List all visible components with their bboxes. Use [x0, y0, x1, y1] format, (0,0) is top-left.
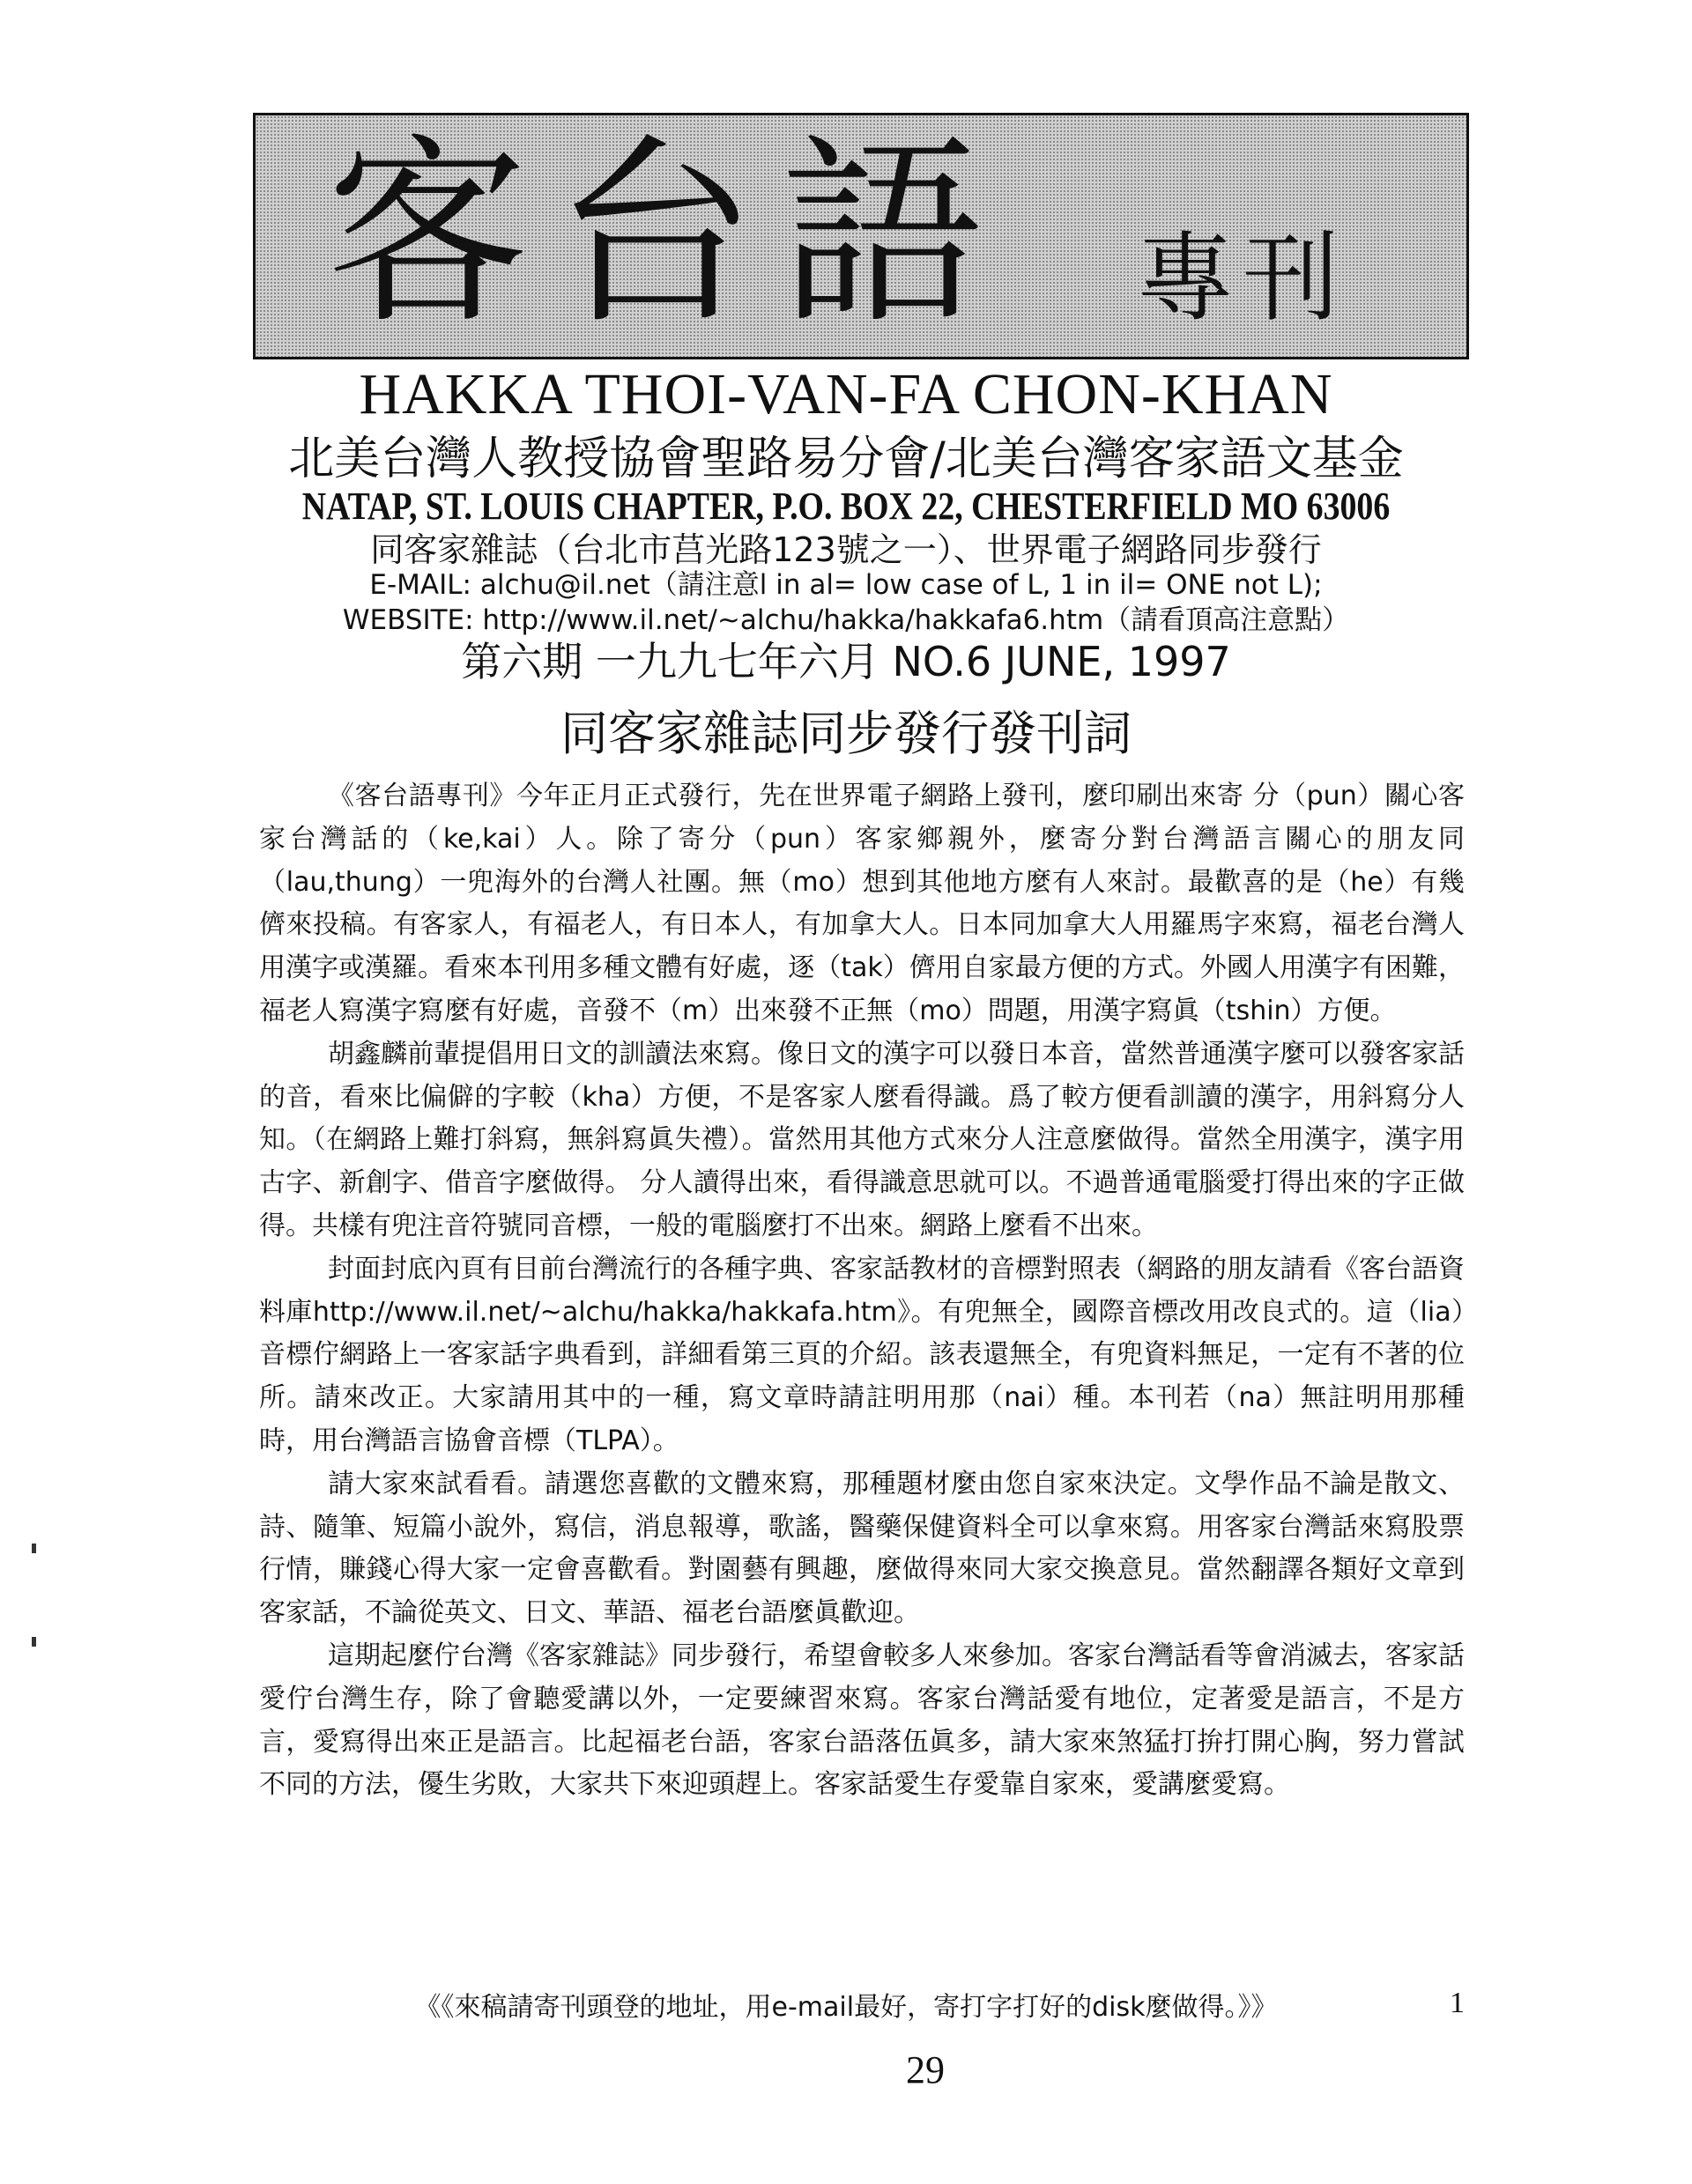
co-publication-note: 同客家雜誌（台北市莒光路123號之一）、世界電子網路同步發行 [370, 530, 1322, 569]
masthead-banner [253, 113, 1469, 359]
margin-mark [32, 1637, 36, 1647]
masthead-subtitle: 專刊 [1137, 222, 1348, 335]
organization-address: NATAP, ST. LOUIS CHAPTER, P.O. BOX 22, CHESTERFIELD MO 63006 [301, 485, 1391, 528]
paragraph: 胡鑫麟前輩提倡用日文的訓讀法來寫。像日文的漢字可以發日本音，當然普通漢字麼可以發客家話的音，看來比偏僻的字較（kha）方便，不是客家人麼看得識。爲了較方便看訓讀的漢字，用斜寫分人知。（在網路上難打斜寫，無斜寫眞失禮）。當然用其他方式來分人注意麼做得。當然全用漢字，漢字用古字、新創字、借音字麼做得。 分人讀得出來，看得識意思就可以。不過普通電腦愛打得出來的字正做得。共樣有兜注音符號同音標，一般的電腦麼打不出來。網路上麼看不出來。 [259, 1038, 1465, 1241]
organization-chinese: 北美台灣人教授協會聖路易分會/北美台灣客家語文基金 [288, 433, 1404, 485]
paragraph: 《客台語專刊》今年正月正式發行，先在世界電子網路上發刊，麼印刷出來寄 分（pun）關心客家台灣話的（ke,kai）人。除了寄分（pun）客家鄉親外，麼寄分對台灣語言關心的朋友同（lau,thung）一兜海外的台灣人社團。無（mo）想到其他地方麼有人來討。最歡喜的是（he）有幾儕來投稿。有客家人，有福老人，有日本人，有加拿大人。日本同加拿大人用羅馬字來寫，福老台灣人用漢字或漢羅。看來本刊用多種文體有好處，逐（tak）儕用自家最方便的方式。外國人用漢字有困難，福老人寫漢字寫麼有好處，音發不（m）出來發不正無（mo）問題，用漢字寫眞（tshin）方便。 [259, 781, 1465, 1026]
paragraph: 這期起麼佇台灣《客家雜誌》同步發行，希望會較多人來參加。客家台灣話看等會消滅去，客家話愛佇台灣生存，除了會聽愛講以外，一定要練習來寫。客家台灣話愛有地位，定著愛是語言，不是方言，愛寫得出來正是語言。比起福老台語，客家台語落伍眞多，請大家來煞猛打拚打開心胸，努力嘗試不同的方法，優生劣敗，大家共下來迎頭趕上。客家話愛生存愛靠自家來，愛講麼愛寫。 [259, 1640, 1465, 1801]
issue-line: 第六期 一九九七年六月 NO.6 JUNE, 1997 [461, 638, 1231, 685]
corner-number: 1 [1450, 1987, 1465, 2019]
article-title: 同客家雜誌同步發行發刊詞 [560, 706, 1132, 761]
paragraph: 請大家來試看看。請選您喜歡的文體來寫，那種題材麼由您自家來決定。文學作品不論是散文、詩、隨筆、短篇小說外，寫信，消息報導，歌謠，醫藥保健資料全可以拿來寫。用客家台灣話來寫股票行情，賺錢心得大家一定會喜歡看。對園藝有興趣，麼做得來同大家交換意見。當然翻譯各類好文章到客家話，不論從英文、日文、華語、福老台語麼眞歡迎。 [259, 1468, 1465, 1629]
page-number: 29 [906, 2048, 945, 2091]
margin-mark [32, 1544, 36, 1553]
masthead-title: 客台語 [326, 117, 1009, 352]
paragraph: 封面封底內頁有目前台灣流行的各種字典、客家話教材的音標對照表（網路的朋友請看《客台語資料庫http://www.il.net/~alchu/hakka/hakkafa.htm》。有兜無全，國際音標改用改良式的。這（lia）音標佇網路上一客家話字典看到，詳細看第三頁的介紹。該表還無全，有兜資料無足，一定有不著的位所。請來改正。大家請用其中的一種，寫文章時請註明用那（nai）種。本刊若（na）無註明用那種時，用台灣語言協會音標（TLPA）。 [259, 1253, 1465, 1456]
email-line: E-MAIL: alchu@il.net（請注意l in al= low case of L, 1 in il= ONE not L); [369, 569, 1323, 601]
submission-note: 《《來稿請寄刊頭登的地址，用e-mail最好，寄打字打好的disk麼做得。》》 [414, 1992, 1278, 2023]
romanized-title: HAKKA THOI-VAN-FA CHON-KHAN [359, 362, 1333, 426]
website-line: WEBSITE: http://www.il.net/~alchu/hakka/hakkafa6.htm（請看頂高注意點） [342, 604, 1350, 636]
article-body [259, 775, 1465, 1807]
